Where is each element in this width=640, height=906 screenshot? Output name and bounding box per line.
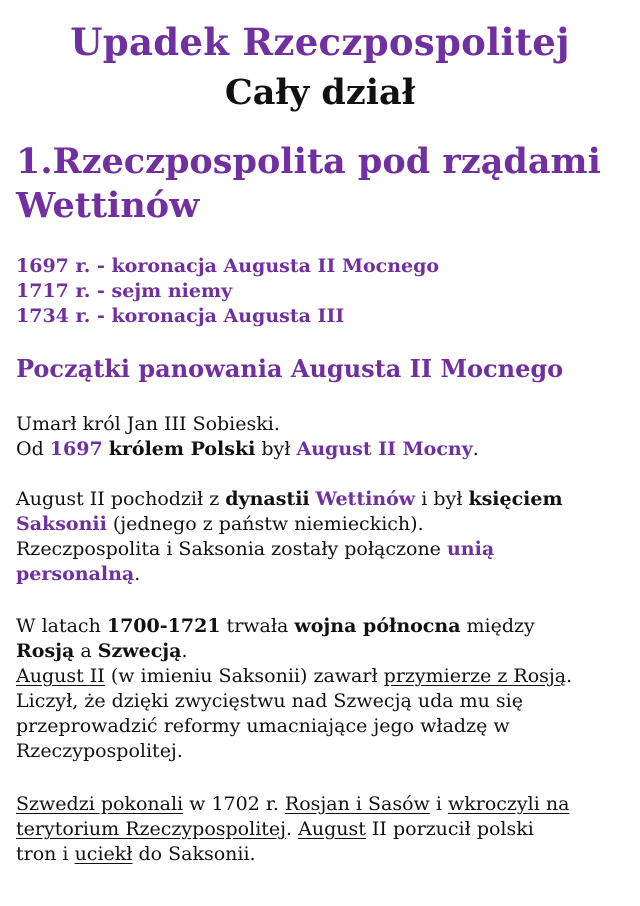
text-line: personalną. [16,563,141,585]
document-title: Upadek Rzeczpospolitej [70,20,570,64]
key-date-item: 1697 r. - koronacja Augusta II Mocnego [16,255,440,277]
text-line: Rzeczypospolitej. [16,740,183,762]
text-line: Rosją a Szwecją. [16,640,188,662]
paragraph-3 [16,614,628,764]
text-line: Szwedzi pokonali w 1702 r. Rosjan i Sasów i wkroczyli na [16,793,570,815]
key-date-item: 1717 r. - sejm niemy [16,280,233,302]
text-line: Umarł król Jan III Sobieski. [16,413,280,435]
key-date-item: 1734 r. - koronacja Augusta III [16,305,345,327]
text-line: Saksonii (jednego z państw niemieckich). [16,513,424,535]
paragraph-2 [16,487,628,587]
document-subtitle: Cały dział [224,72,416,113]
text-line: tron i uciekł do Saksonii. [16,843,256,865]
text-line: August II (w imieniu Saksonii) zawarł przymierze z Rosją. [16,665,573,687]
text-line: Liczył, że dzięki zwycięstwu nad Szwecją uda mu się [16,690,523,712]
key-dates-list [16,254,439,329]
text-line: przeprowadzić reformy umacniające jego władzę w [16,715,510,737]
paragraph-4 [16,792,628,867]
text-line: Od 1697 królem Polski był August II Mocny. [16,438,479,460]
text-line: August II pochodził z dynastii Wettinów i był księciem [16,488,563,510]
text-line: terytorium Rzeczypospolitej. August II porzucił polski [16,818,534,840]
text-line: Rzeczpospolita i Saksonia zostały połączone unią [16,538,495,560]
subsection-heading: Początki panowania Augusta II Mocnego [16,354,564,383]
text-line: W latach 1700-1721 trwała wojna północna między [16,615,535,637]
section-heading: 1.Rzeczpospolita pod rządami Wettinów [16,141,601,226]
paragraph-1 [16,412,628,462]
